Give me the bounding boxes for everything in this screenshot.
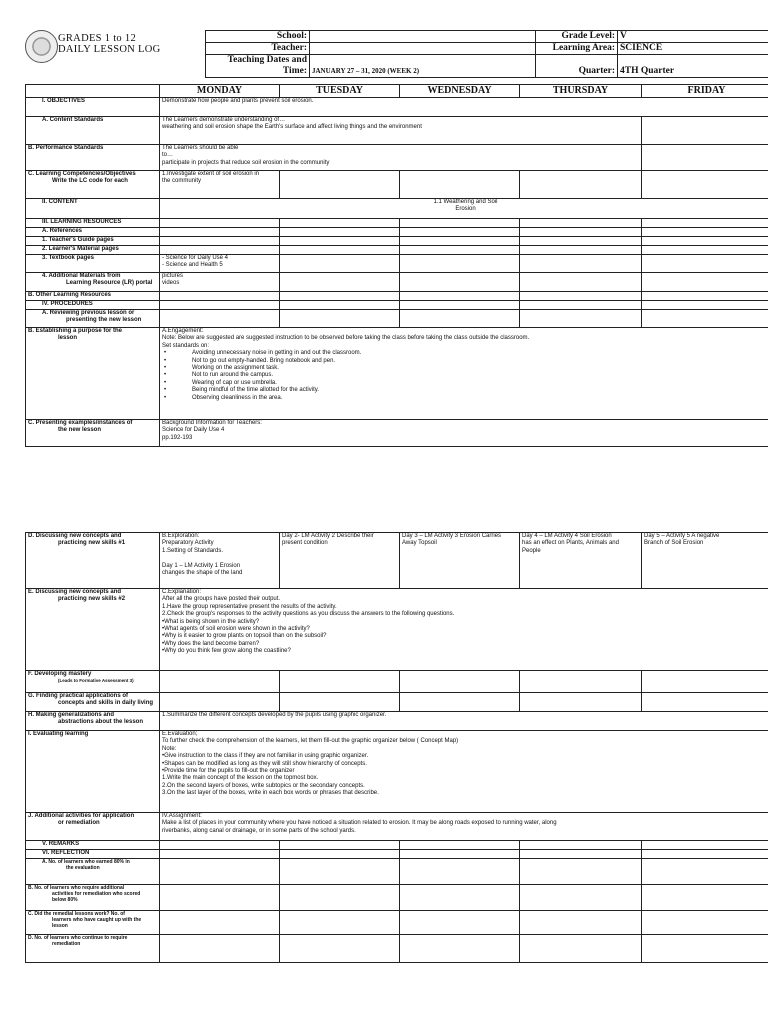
cell [642, 671, 768, 693]
evaluation-text [160, 731, 768, 813]
cell [400, 693, 520, 712]
references-label: A. References [26, 228, 160, 237]
cell [520, 850, 642, 859]
line: Day 5 – Activity 5 A negative [644, 533, 720, 539]
engagement-set: Set standards on: [162, 342, 210, 349]
form-title-line1: GRADES 1 to 12 [58, 33, 136, 44]
reflection-input[interactable] [642, 859, 768, 885]
discussing-1-tuesday [280, 533, 400, 589]
cell [642, 693, 768, 712]
competencies-monday [160, 171, 280, 199]
content-line1: 1.1 Weathering and Soil [433, 199, 498, 205]
practical-line1: G. Finding practical applications of [28, 693, 129, 699]
cell [400, 292, 520, 301]
cell [400, 228, 520, 237]
reflection-input[interactable] [520, 935, 642, 963]
line: Branch of Soil Erosion [644, 540, 704, 547]
reflection-d-label [26, 935, 160, 963]
reflection-input[interactable] [642, 911, 768, 935]
additional-materials-line2: Learning Resource (LR) portal [66, 280, 153, 287]
reflection-input[interactable] [280, 911, 400, 935]
cell [642, 841, 768, 850]
presenting-line1: Background Information for Teachers: [162, 420, 262, 426]
day-header-friday: FRIDAY [642, 85, 768, 98]
additional-materials-monday [160, 273, 280, 292]
reflection-b-line1: B. No. of learners who require additional [28, 885, 125, 891]
lesson-log-table-top [25, 84, 768, 447]
explanation-text [160, 589, 768, 671]
line: changes the shape of the land [162, 570, 243, 577]
presenting-line2: Science for Daily Use 4 [162, 427, 225, 434]
performance-line2: to… [162, 152, 174, 159]
line: 2.On the second layers of boxes, write subtopics or the secondary concepts. [162, 782, 365, 789]
cell [280, 301, 400, 310]
evaluating-learning-label: I. Evaluating learning [26, 731, 160, 813]
presenting-label-line1: C. Presenting examples/instances of [28, 420, 133, 426]
objectives-label: I. OBJECTIVES [26, 98, 160, 117]
engagement-text [160, 328, 768, 420]
procedures-label: IV. PROCEDURES [26, 301, 160, 310]
line: Away Topsoil [402, 540, 437, 547]
content-text [160, 199, 768, 219]
additional-materials-videos: videos [162, 280, 180, 287]
cell [280, 850, 400, 859]
competencies-friday [642, 171, 768, 199]
day-header-tuesday: TUESDAY [280, 85, 400, 98]
line: 1.Have the group representative present the results of the activity. [162, 603, 337, 610]
reflection-a-line1: A. No. of learners who earned 80% in [42, 859, 130, 865]
cell [642, 228, 768, 237]
line: •Give instruction to the class if they are not familiar in using graphic organizer. [162, 753, 369, 760]
learners-material-label: 2. Learner's Material pages [26, 246, 160, 255]
content-standards-line2: weathering and soil erosion shape the Earth's surface and affect living things and the environment [162, 124, 422, 131]
cell [280, 292, 400, 301]
competencies-thursday [520, 171, 642, 199]
discussing-2-label-line1: E. Discussing new concepts and [28, 589, 122, 595]
reflection-input[interactable] [280, 935, 400, 963]
reflection-input[interactable] [280, 859, 400, 885]
line: Day 3 – LM Activity 3 Erosion Carries [402, 533, 502, 539]
competencies-line1: 1.Investigate extent of soil erosion in [162, 171, 260, 177]
reflection-a-line2: the evaluation [66, 865, 100, 871]
reflection-d-line2: remediation [52, 941, 81, 947]
other-resources-label: B. Other Learning Resources [26, 292, 160, 301]
line: •Shapes can be modified as long as they will still show hierarchy of concepts. [162, 760, 367, 767]
teachers-guide-label: 1. Teacher's Guide pages [26, 237, 160, 246]
performance-standards-label: B. Performance Standards [26, 145, 160, 171]
reviewing-label [26, 310, 160, 328]
reflection-b-label [26, 885, 160, 911]
reflection-input[interactable] [400, 935, 520, 963]
reflection-input[interactable] [400, 885, 520, 911]
cell [520, 292, 642, 301]
cell [280, 310, 400, 328]
line: present condition [282, 540, 328, 547]
cell [280, 228, 400, 237]
school-label: School: [206, 31, 310, 43]
additional-activities-label [26, 813, 160, 841]
cell [160, 850, 280, 859]
remarks-label: V. REMARKS [26, 841, 160, 850]
reflection-input[interactable] [160, 935, 280, 963]
cell [520, 841, 642, 850]
performance-standards-text [160, 145, 642, 171]
reflection-b-line2: activities for remediation who scored [52, 891, 141, 897]
reflection-c-line1: C. Did the remedial lessons work? No. of [28, 911, 125, 917]
line: People [522, 547, 541, 554]
additional-materials-label [26, 273, 160, 292]
line: riverbanks, along canal or drainage, or in some parts of the school yards. [162, 827, 356, 834]
cell [400, 301, 520, 310]
teaching-dates-label-line2: Time: [282, 66, 307, 76]
cell [160, 671, 280, 693]
engagement-bullet: • Avoiding unnecessary noise in getting in and out the classroom. [162, 350, 768, 357]
teacher-label: Teacher: [206, 43, 310, 55]
objectives-text: Demonstrate how people and plants prevent soil erosion. [160, 98, 768, 117]
textbook-pages-label: 3. Textbook pages [26, 255, 160, 273]
cell [400, 246, 520, 255]
generalizations-line1: H. Making generalizations and [28, 712, 115, 718]
presenting-label-line2: the new lesson [58, 427, 102, 434]
engagement-bullet: • Not to run around the campus. [162, 372, 768, 379]
reflection-input[interactable] [520, 911, 642, 935]
line: Make a list of places in your community where you have noticed a situation related to erosion. It may be along roads exposed to running water, along [162, 820, 557, 827]
reflection-a-label [26, 859, 160, 885]
line: B.Exploration: [162, 533, 200, 539]
teaching-dates-label-line1: Teaching Dates and [227, 55, 307, 65]
cell [642, 273, 768, 292]
cell [280, 246, 400, 255]
cell [520, 301, 642, 310]
reflection-input[interactable] [160, 859, 280, 885]
grade-level-value[interactable]: V [618, 31, 768, 43]
cell [642, 850, 768, 859]
engagement-bullet: • Wearing of cap or use umbrella. [162, 380, 768, 387]
line: C.Explanation: [162, 589, 202, 595]
line: Day 4 – LM Activity 4 Soil Erosion [522, 533, 612, 539]
competencies-label-line1: C. Learning Competencies/Objectives [28, 171, 136, 177]
teacher-value[interactable] [310, 43, 536, 55]
additional-materials-pictures: pictures [162, 273, 184, 279]
cell [400, 255, 520, 273]
content-standards-text [160, 117, 642, 145]
cell [280, 237, 400, 246]
discussing-1-label-line1: D. Discussing new concepts and [28, 533, 122, 539]
school-value[interactable] [310, 31, 536, 43]
cell [280, 273, 400, 292]
cell [400, 841, 520, 850]
reflection-c-label [26, 911, 160, 935]
cell [642, 301, 768, 310]
discussing-1-thursday [520, 533, 642, 589]
engagement-bullet: • Not to go out empty-handed. Bring notebook and pen. [162, 358, 768, 365]
line: •What is being shown in the activity? [162, 618, 260, 625]
learning-resources-label: III. LEARNING RESOURCES [26, 219, 160, 228]
engagement-title: A.Engagement: [162, 328, 204, 334]
discussing-1-label [26, 533, 160, 589]
cell [400, 671, 520, 693]
cell [160, 292, 280, 301]
cell [280, 693, 400, 712]
cell [160, 301, 280, 310]
cell [520, 273, 642, 292]
day-header-thursday: THURSDAY [520, 85, 642, 98]
cell [520, 671, 642, 693]
cell [520, 255, 642, 273]
developing-mastery-label [26, 671, 160, 693]
textbook-pages-monday [160, 255, 280, 273]
line: 3.On the last layer of the boxes, write in each box words or phrases that describe. [162, 790, 379, 797]
cell [520, 237, 642, 246]
cell [280, 219, 400, 228]
cell [642, 310, 768, 328]
line: 1.Setting of Standards. [162, 547, 224, 554]
cell [642, 246, 768, 255]
discussing-2-label-line2: practicing new skills #2 [58, 596, 126, 603]
day-header-monday: MONDAY [160, 85, 280, 98]
competencies-label [26, 171, 160, 199]
day-header-blank [26, 85, 160, 98]
content-line2: Erosion [455, 206, 476, 213]
cell [520, 246, 642, 255]
cell [280, 255, 400, 273]
cell [280, 841, 400, 850]
cell [400, 310, 520, 328]
cell [400, 273, 520, 292]
textbook-line2: - Science and Health 5 [162, 262, 223, 269]
line: IV.Assignment: [162, 813, 202, 819]
cell [642, 292, 768, 301]
cell [160, 841, 280, 850]
additional-activities-line1: J. Additional activities for application [28, 813, 135, 819]
line: To further check the comprehension of the learners, let them fill-out the graphic organizer below ( Concept Map) [162, 738, 459, 745]
line: Day 2- LM Activity 2 Describe their [282, 533, 374, 539]
competencies-wednesday [400, 171, 520, 199]
reflection-input[interactable] [642, 885, 768, 911]
generalizations-label [26, 712, 160, 731]
cell [160, 310, 280, 328]
reflection-input[interactable] [280, 885, 400, 911]
teaching-dates-value[interactable]: JANUARY 27 – 31, 2020 (WEEK 2) [310, 55, 536, 78]
line: •What agents of soil erosion were shown in the activity? [162, 626, 310, 633]
reflection-input[interactable] [160, 911, 280, 935]
reviewing-label-line2: presenting the new lesson [66, 317, 142, 324]
header-info-table [205, 30, 768, 78]
line: Day 1 – LM Activity 1 Erosion [162, 562, 241, 569]
competencies-line2: the community [162, 178, 202, 185]
discussing-1-monday [160, 533, 280, 589]
day-header-wednesday: WEDNESDAY [400, 85, 520, 98]
reflection-input[interactable] [400, 911, 520, 935]
content-label: II. CONTENT [26, 199, 160, 219]
discussing-2-label [26, 589, 160, 671]
performance-line3: participate in projects that reduce soil erosion in the community [162, 159, 330, 166]
assignment-text [160, 813, 768, 841]
line: Note: [162, 745, 177, 752]
purpose-label-line2: lesson [58, 335, 78, 342]
cell [400, 850, 520, 859]
reflection-c-line2: learners who have caught up with the [52, 917, 142, 923]
quarter-value[interactable]: 4TH Quarter [618, 55, 768, 78]
generalizations-text: 1.Summarize the different concepts developed by the pupils using graphic organizer. [160, 712, 768, 731]
cell [642, 237, 768, 246]
cell [520, 219, 642, 228]
form-title-line2: DAILY LESSON LOG [58, 44, 161, 55]
purpose-label-line1: B. Establishing a purpose for the [28, 328, 123, 334]
content-standards-line1: The Learners demonstrate understanding of… [162, 117, 286, 123]
additional-activities-line2: or remediation [58, 820, 100, 827]
cell [160, 246, 280, 255]
reflection-b-line3: below 80% [52, 897, 78, 903]
reflection-input[interactable] [160, 885, 280, 911]
cell [642, 219, 768, 228]
competencies-label-line2: Write the LC code for each [52, 178, 128, 185]
reflection-input[interactable] [400, 859, 520, 885]
line: E.Evaluation; [162, 731, 198, 737]
discussing-1-label-line2: practicing new skills #1 [58, 540, 126, 547]
line [162, 555, 277, 562]
cell [520, 310, 642, 328]
engagement-bullet: • Working on the assignment task. [162, 365, 768, 372]
line: 2.Check the group's responses to the activity questions as you discuss the answers to the following questions. [162, 611, 455, 618]
practical-line2: concepts and skills in daily living [58, 700, 154, 707]
grade-level-label: Grade Level: [536, 31, 618, 43]
cell [520, 693, 642, 712]
reviewing-label-line1: A. Reviewing previous lesson or [42, 310, 135, 316]
line: Preparatory Activity [162, 540, 214, 547]
developing-mastery-line2: (Leads to Formative Assessment 3) [58, 678, 134, 684]
line: •Provide time for the pupils to fill-out the organizer [162, 768, 295, 775]
line: •Why is it easier to grow plants on topsoil than on the subsoil? [162, 633, 327, 640]
reflection-c-line3: lesson [52, 923, 68, 929]
presenting-line3: pp.192-193 [162, 434, 193, 441]
performance-friday [642, 145, 768, 171]
quarter-label: Quarter: [536, 55, 618, 78]
performance-line1: The Learners should be able [162, 145, 239, 151]
discussing-1-wednesday [400, 533, 520, 589]
reflection-d-line1: D. No. of learners who continue to require [28, 935, 128, 941]
form-title [58, 33, 161, 55]
engagement-bullet: • Observing cleanliness in the area. [162, 395, 768, 402]
cell [160, 219, 280, 228]
cell [160, 237, 280, 246]
lesson-log-table-bottom [25, 532, 768, 963]
discussing-1-friday [642, 533, 768, 589]
textbook-line1: - Science for Daily Use 4 [162, 255, 229, 261]
engagement-note: Note: Below are suggested are suggested instruction to be observed before taking the class before taking the class outside the classroom. [162, 335, 530, 342]
deped-seal-logo [25, 30, 58, 63]
presenting-label [26, 420, 160, 447]
engagement-bullet: • Being mindful of the time allotted for the activity. [162, 387, 768, 394]
practical-applications-label [26, 693, 160, 712]
cell [400, 237, 520, 246]
learning-area-label: Learning Area: [536, 43, 618, 55]
cell [520, 228, 642, 237]
competencies-tuesday [280, 171, 400, 199]
line: has an effect on Plants, Animals and [522, 540, 619, 547]
content-standards-friday [642, 117, 768, 145]
reflection-label: VI. REFLECTION [26, 850, 160, 859]
line: •Why do you think few grow along the coastline? [162, 648, 291, 655]
teaching-dates-label [206, 55, 310, 78]
cell [280, 671, 400, 693]
presenting-text [160, 420, 768, 447]
line: •Why does the land become barren? [162, 640, 260, 647]
reflection-input[interactable] [642, 935, 768, 963]
learning-area-value[interactable]: SCIENCE [618, 43, 768, 55]
purpose-label [26, 328, 160, 420]
cell [642, 255, 768, 273]
developing-mastery-line1: F. Developing mastery [28, 671, 92, 677]
line: 1.Write the main concept of the lesson on the topmost box. [162, 775, 319, 782]
content-standards-label: A. Content Standards [26, 117, 160, 145]
line: After all the groups have posted their output. [162, 596, 281, 603]
cell [400, 219, 520, 228]
cell [160, 228, 280, 237]
additional-materials-line1: 4. Additional Materials from [42, 273, 121, 279]
reflection-input[interactable] [520, 885, 642, 911]
generalizations-line2: abstractions about the lesson [58, 719, 144, 726]
reflection-input[interactable] [520, 859, 642, 885]
cell [160, 693, 280, 712]
